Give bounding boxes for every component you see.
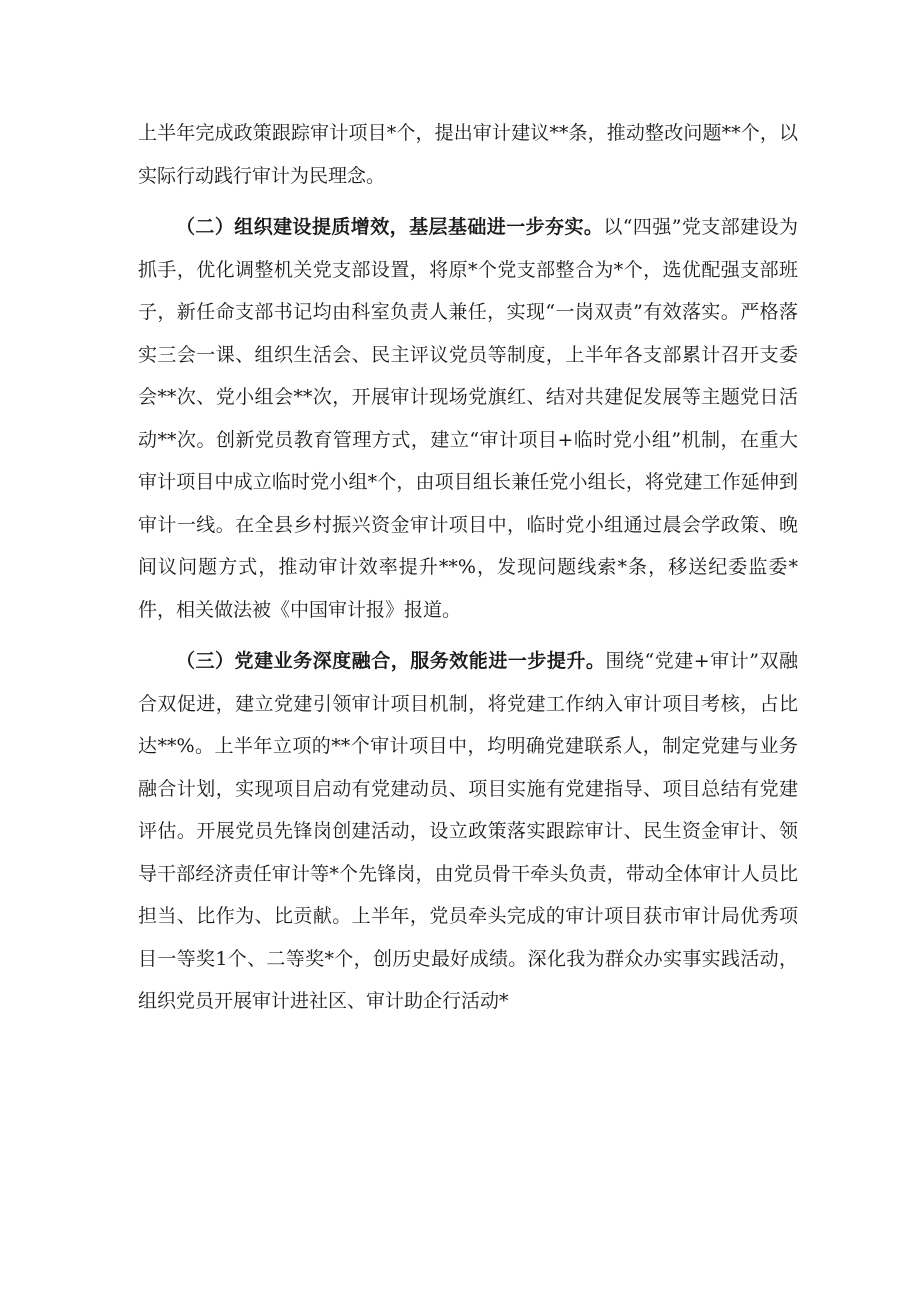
paragraph-text: 围绕“党建+审计”双融合双促进，建立党建引领审计项目机制，将党建工作纳入审计项目考核，占比达**%。上半年立项的**个审计项目中，均明确党建联系人，制定党建与业务融合计划，实现项目启动有党建动员、项目实施有党建指导、项目总结有党建评估。开展党员先锋岗创建活动，设立政策落实跟踪审计、民生资金审计、领导干部经济责任审计等*个先锋岗，由党员骨干牵头负责，带动全体审计人员比担当、比作为、比贡献。上半年，党员牵头完成的审计项目获市审计局优秀项目一等奖1个、二等奖*个，创历史最好成绩。深化我为群众办实事实践活动，组织党员开展审计进社区、审计助企行活动* xyxy=(138,650,798,1012)
paragraph-text: 上半年完成政策跟踪审计项目*个，提出审计建议**条，推动整改问题**个，以实际行动践行审计为民理念。 xyxy=(138,122,798,187)
paragraph-continuation xyxy=(138,112,798,197)
paragraph-heading: （三）党建业务深度融合，服务效能进一步提升。 xyxy=(176,650,606,672)
paragraph-organization-building xyxy=(138,206,798,631)
paragraph-heading: （二）组织建设提质增效，基层基础进一步夯实。 xyxy=(176,216,604,238)
paragraph-text: 以“四强”党支部建设为抓手，优化调整机关党支部设置，将原*个党支部整合为*个，选优配强支部班子，新任命支部书记均由科室负责人兼任，实现“一岗双责”有效落实。严格落实三会一课、组织生活会、民主评议党员等制度，上半年各支部累计召开支委会**次、党小组会**次，开展审计现场党旗红、结对共建促发展等主题党日活动**次。创新党员教育管理方式，建立“审计项目+临时党小组”机制，在重大审计项目中成立临时党小组*个，由项目组长兼任党小组长，将党建工作延伸到审计一线。在全县乡村振兴资金审计项目中，临时党小组通过晨会学政策、晚间议问题方式，推动审计效率提升**%，发现问题线索*条，移送纪委监委*件，相关做法被《中国审计报》报道。 xyxy=(138,216,798,621)
document-page xyxy=(138,112,798,1023)
paragraph-party-business-integration xyxy=(138,640,798,1023)
